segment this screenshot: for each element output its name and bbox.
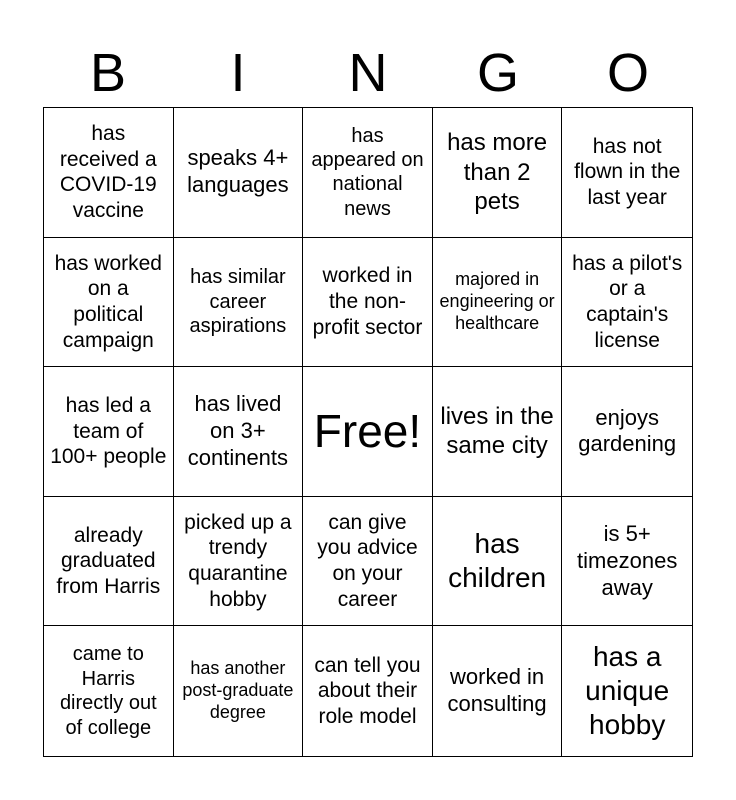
cell-text: worked in the non-profit sector <box>312 264 423 339</box>
bingo-cell[interactable] <box>44 626 174 756</box>
cell-text: has similar career aspirations <box>189 266 287 338</box>
bingo-cell[interactable] <box>44 108 174 238</box>
bingo-cell[interactable] <box>44 367 174 497</box>
bingo-cell[interactable] <box>303 497 433 627</box>
bingo-cell[interactable] <box>562 367 692 497</box>
bingo-cell[interactable] <box>562 108 692 238</box>
free-space-cell[interactable] <box>303 367 433 497</box>
cell-text: worked in consulting <box>447 664 547 717</box>
cell-text: speaks 4+ languages <box>187 145 289 198</box>
cell-text: picked up a trendy quarantine hobby <box>184 510 292 611</box>
bingo-header <box>43 38 693 108</box>
bingo-cell[interactable] <box>303 238 433 368</box>
cell-text: already graduated from Harris <box>56 523 161 598</box>
bingo-cell[interactable] <box>303 108 433 238</box>
bingo-cell[interactable] <box>562 497 692 627</box>
cell-text: has children <box>448 527 547 594</box>
header-letter-o: O <box>606 43 649 103</box>
bingo-cell[interactable] <box>174 108 304 238</box>
cell-text: has led a team of 100+ people <box>50 394 167 469</box>
bingo-cell[interactable] <box>44 238 174 368</box>
cell-text: has not flown in the last year <box>574 134 681 210</box>
cell-text: has a unique hobby <box>585 640 670 741</box>
bingo-cell[interactable] <box>303 626 433 756</box>
cell-text: enjoys gardening <box>578 404 677 457</box>
cell-text: came to Harris directly out of college <box>59 643 157 739</box>
cell-text: has worked on a political campaign <box>54 251 162 352</box>
cell-text: has a pilot's or a captain's license <box>572 251 683 352</box>
header-letter-g: G <box>476 43 519 103</box>
cell-text: has appeared on national news <box>311 124 424 220</box>
bingo-cell[interactable] <box>174 497 304 627</box>
bingo-cell[interactable] <box>174 367 304 497</box>
header-letter-n: N <box>348 43 388 103</box>
cell-text: has more than 2 pets <box>447 129 548 215</box>
bingo-cell[interactable] <box>433 497 563 627</box>
cell-text: can tell you about their role model <box>314 653 421 728</box>
cell-text: lives in the same city <box>440 403 554 460</box>
cell-text: has lived on 3+ continents <box>187 391 289 470</box>
header-letter-i: I <box>230 43 246 103</box>
bingo-cell[interactable] <box>433 238 563 368</box>
free-space-text: Free! <box>313 405 422 458</box>
cell-text: is 5+ timezones away <box>577 520 678 600</box>
cell-text: has received a COVID-19 vaccine <box>59 122 157 222</box>
bingo-cell[interactable] <box>433 367 563 497</box>
cell-text: can give you advice on your career <box>317 510 418 611</box>
bingo-cell[interactable] <box>562 238 692 368</box>
bingo-cell[interactable] <box>174 238 304 368</box>
bingo-cell[interactable] <box>562 626 692 756</box>
bingo-board <box>43 107 693 757</box>
cell-text: majored in engineering or healthcare <box>439 268 555 333</box>
header-letter-b: B <box>89 43 127 103</box>
bingo-cell[interactable] <box>44 497 174 627</box>
bingo-cell[interactable] <box>433 626 563 756</box>
bingo-cell[interactable] <box>174 626 304 756</box>
bingo-cell[interactable] <box>433 108 563 238</box>
cell-text: has another post-graduate degree <box>182 658 294 723</box>
